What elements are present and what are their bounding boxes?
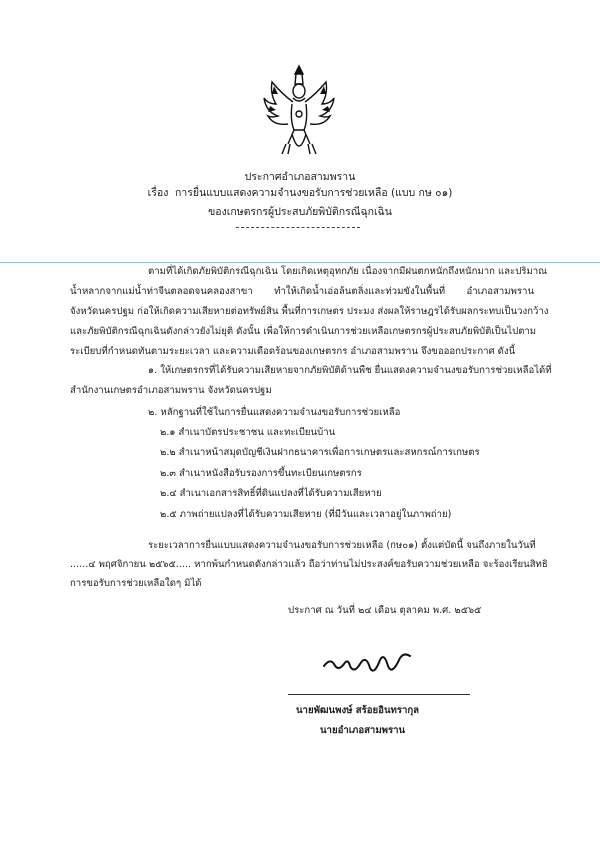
item-2-title: ๒. หลักฐานที่ใช้ในการยื่นแสดงความจำนงขอรับการช่วยเหลือ — [148, 407, 401, 418]
deadline-line: ......๔ พฤศจิกายน ๒๕๖๕..... หากพ้นกำหนดดังกล่าวแล้ว ถือว่าท่านไม่ประสงค์ขอรับความช่วยเหลือ จะร้องเรียนสิทธิ — [70, 559, 548, 570]
signature-line — [288, 694, 470, 695]
evidence-item: ๒.๓ สำเนาหนังสือรับรองการขึ้นทะเบียนเกษตรกร — [160, 468, 362, 479]
deadline-line: ระยะเวลาการยื่นแบบแสดงความจำนงขอรับการช่วยเหลือ (กษ๐๑) ตั้งแต่บัดนี้ จนถึงภายในวันที่ — [148, 540, 536, 551]
paragraph-1-line: น้ำหลากจากแม่น้ำท่าจีนตลอดจนคลองสาขา ทำให้เกิดน้ำเอ่อล้นตลิ่งและท่วมขังในพื้นที่ อำเภอสามพราน — [70, 286, 534, 297]
evidence-item: ๒.๒ สำเนาหน้าสมุดบัญชีเงินฝากธนาคารเพื่อการเกษตรและสหกรณ์การเกษตร — [160, 447, 480, 458]
subject-line-2: ของเกษตรกรผู้ประสบภัยพิบัติกรณีฉุกเฉิน — [208, 206, 392, 218]
paragraph-1-line: ตามที่ได้เกิดภัยพิบัติกรณีฉุกเฉิน โดยเกิดเหตุอุทกภัย เนื่องจากมีฝนตกหนักถึงหนักมาก และปริมาณ — [148, 266, 548, 277]
signer-name: นายพัฒนพงษ์ สร้อยอินทรากุล — [296, 705, 420, 716]
evidence-item: ๒.๕ ภาพถ่ายแปลงที่ได้รับความเสียหาย (ที่มีวันและเวลาอยู่ในภาพถ่าย) — [160, 509, 452, 520]
scan-line — [0, 262, 600, 263]
subject-label: เรื่อง — [147, 187, 169, 199]
signature-icon — [320, 646, 416, 680]
announcement-date: ประกาศ ณ วันที่ ๒๔ เดือน ตุลาคม พ.ศ. ๒๕๖๕ — [288, 605, 482, 616]
header-separator — [236, 227, 360, 228]
subject-line — [0, 184, 600, 201]
evidence-item: ๒.๔ สำเนาเอกสารสิทธิ์ที่ดินแปลงที่ได้รับความเสียหาย — [160, 488, 382, 499]
evidence-item: ๒.๑ สำเนาบัตรประชาชน และทะเบียนบ้าน — [160, 427, 336, 438]
garuda-emblem-icon — [262, 64, 336, 160]
item-1-line: ๑. ให้เกษตรกรที่ได้รับความเสียหายจากภัยพิบัติด้านพืช ยื่นแสดงความจำนงขอรับการช่วยเหลือได้ที่ — [148, 365, 552, 376]
document-title: ประกาศอำเภอสามพราน — [244, 171, 356, 183]
deadline-line: การขอรับการช่วยเหลือใดๆ มิได้ — [70, 578, 202, 589]
item-1-line: สำนักงานเกษตรอำเภอสามพราน จังหวัดนครปฐม — [70, 385, 272, 396]
paragraph-1-line: ระเบียบที่กำหนดทันตามระยะเวลา และความเดือดร้อนของเกษตรกร อำเภอสามพราน จึงขอออกประกาศ ดังนี้ — [70, 346, 516, 357]
paragraph-1-line: และภัยพิบัติกรณีฉุกเฉินดังกล่าวยังไม่ยุติ ดังนั้น เพื่อให้การดำเนินการช่วยเหลือเกษตรกรผู้ประสบภัยพิบัติเป็นไปตาม — [70, 326, 537, 337]
subject-text: การยื่นแบบแสดงความจำนงขอรับการช่วยเหลือ (แบบ กษ ๐๑) — [175, 187, 453, 199]
signer-title: นายอำเภอสามพราน — [320, 725, 406, 736]
paragraph-1-line: จังหวัดนครปฐม ก่อให้เกิดความเสียหายต่อทรัพย์สิน พื้นที่การเกษตร ประมง ส่งผลให้ราษฎรได้รับผลกระทบเป็นวงกว้าง — [70, 306, 549, 317]
